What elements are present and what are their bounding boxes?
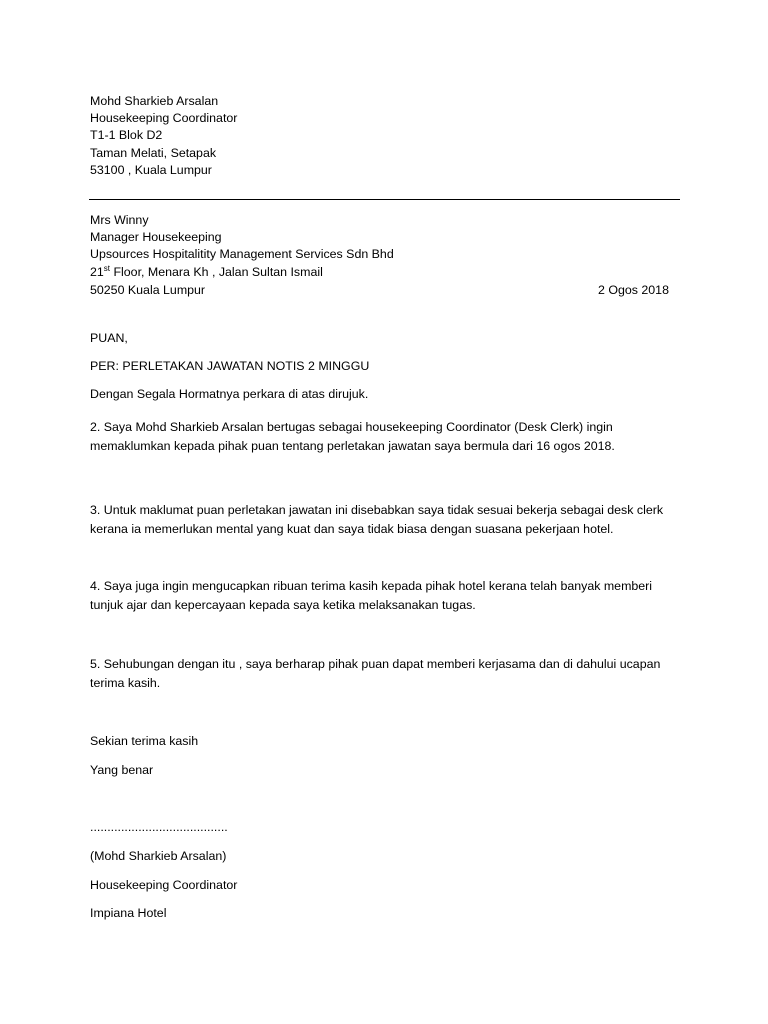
floor-street: Floor, Menara Kh , Jalan Sultan Ismail — [110, 265, 323, 279]
closing-line: Sekian terima kasih — [90, 734, 199, 748]
closing-sincerely: Yang benar — [90, 763, 154, 777]
header-divider — [89, 199, 680, 200]
paragraph-5-line1: 5. Sehubungan dengan itu , saya berharap pihak puan dapat memberi kerjasama dan di dahului ucapan — [90, 657, 661, 671]
paragraph-2-line1: 2. Saya Mohd Sharkieb Arsalan bertugas sebagai housekeeping Coordinator (Desk Clerk) ingin — [90, 420, 613, 434]
subject-line: PER: PERLETAKAN JAWATAN NOTIS 2 MINGGU — [90, 359, 370, 373]
paragraph-2-line2: memaklumkan kepada pihak puan tentang perletakan jawatan saya bermula dari 16 ogos 2018. — [90, 439, 615, 453]
recipient-title: Manager Housekeeping — [90, 230, 222, 244]
paragraph-3-line2: kerana ia memerlukan mental yang kuat dan saya tidak biasa dengan suasana pekerjaan hotel. — [90, 522, 614, 536]
floor-number: 21 — [90, 265, 104, 279]
recipient-postcode-city: 50250 Kuala Lumpur — [90, 283, 206, 297]
recipient-company: Upsources Hospitalitity Management Services Sdn Bhd — [90, 247, 394, 261]
opening-line: Dengan Segala Hormatnya perkara di atas dirujuk. — [90, 387, 369, 401]
signature-line: ........................................ — [90, 820, 228, 834]
recipient-name: Mrs Winny — [90, 213, 149, 227]
sender-address-line2: Taman Melati, Setapak — [90, 146, 217, 160]
signatory-name: (Mohd Sharkieb Arsalan) — [90, 849, 227, 863]
signatory-organization: Impiana Hotel — [90, 906, 167, 920]
paragraph-3-line1: 3. Untuk maklumat puan perletakan jawatan ini disebabkan saya tidak sesuai bekerja sebagai desk clerk — [90, 503, 664, 517]
floor-ordinal: st — [103, 264, 111, 273]
sender-address-line3: 53100 , Kuala Lumpur — [90, 163, 212, 177]
paragraph-5-line2: terima kasih. — [90, 676, 161, 690]
signatory-title: Housekeeping Coordinator — [90, 878, 238, 892]
sender-name: Mohd Sharkieb Arsalan — [90, 94, 219, 108]
letter-date: 2 Ogos 2018 — [598, 283, 669, 297]
paragraph-4-line2: tunjuk ajar dan kepercayaan kepada saya ketika melaksanakan tugas. — [90, 598, 476, 612]
recipient-address-floor — [90, 264, 323, 281]
salutation: PUAN, — [90, 331, 128, 345]
sender-title: Housekeeping Coordinator — [90, 111, 238, 125]
paragraph-4-line1: 4. Saya juga ingin mengucapkan ribuan terima kasih kepada pihak hotel kerana telah banyak memberi — [90, 579, 653, 593]
sender-address-line1: T1-1 Blok D2 — [90, 128, 163, 142]
